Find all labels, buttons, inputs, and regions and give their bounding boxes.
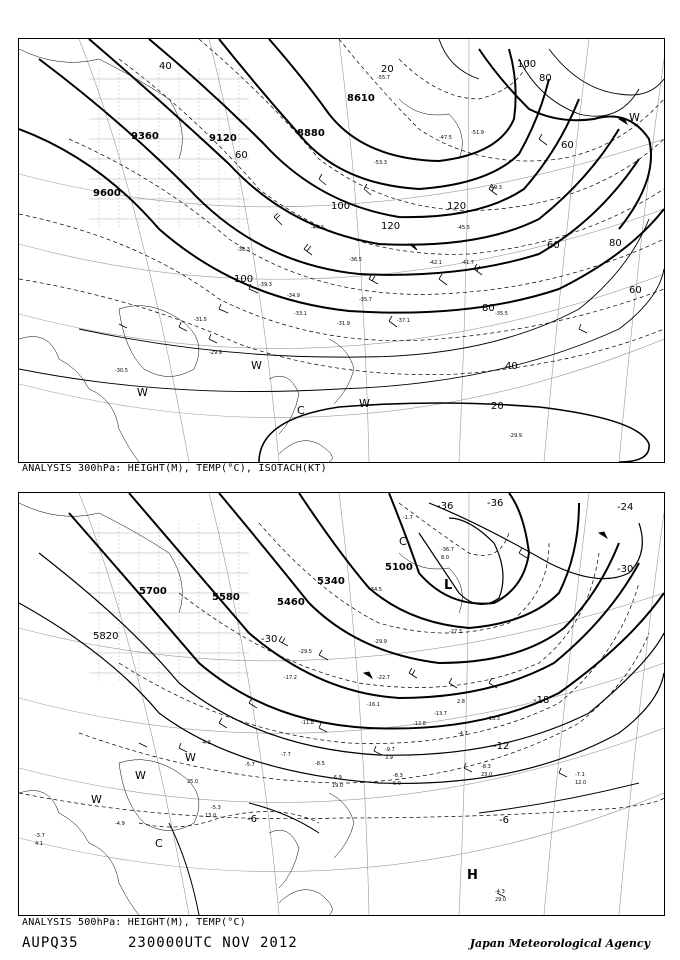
low-pressure-symbol: L xyxy=(444,578,453,593)
height-label-5700: 5700 xyxy=(139,586,167,597)
station-temp: -1.7 xyxy=(403,515,413,521)
graticule xyxy=(19,39,664,462)
station-temp: -47.5 xyxy=(439,135,452,141)
height-label-5580: 5580 xyxy=(212,592,240,603)
isotach-label-20: 20 xyxy=(381,64,394,75)
map-500hpa-svg xyxy=(19,493,664,915)
station-temp: -55.7 xyxy=(377,75,390,81)
isotach-label-100b: 100 xyxy=(234,274,254,285)
station-temp: -4.3 xyxy=(495,889,505,895)
isotach-label-60: 60 xyxy=(235,150,248,161)
height-label-5460: 5460 xyxy=(277,597,305,608)
cold-center-symbol: C xyxy=(399,535,407,548)
station-temp: -44.3 xyxy=(311,225,324,231)
height-label-9600: 9600 xyxy=(93,188,121,199)
cold-center-symbol: C xyxy=(155,837,163,850)
station-temp: 5.0 xyxy=(393,781,401,787)
panel-caption-300hpa: ANALYSIS 300hPa: HEIGHT(M), TEMP(°C), ISOTACH(KT) xyxy=(22,463,327,474)
station-temp: -36.7 xyxy=(441,547,454,553)
station-temp: -31.9 xyxy=(337,321,350,327)
station-temp: 12.0 xyxy=(575,780,587,786)
station-temp: -38.3 xyxy=(237,247,250,253)
station-temp: -53.3 xyxy=(374,160,387,166)
isotach-label-120: 120 xyxy=(381,221,401,232)
temp-label-minus36: -36 xyxy=(437,501,454,512)
station-temp: -17.2 xyxy=(284,675,297,681)
isotach-label-80c: 80 xyxy=(482,303,495,314)
height-label-9120: 9120 xyxy=(209,133,237,144)
station-temp: -34.5 xyxy=(369,587,382,593)
agency-name: Japan Meteorological Agency xyxy=(469,937,650,950)
station-temp: -7.7 xyxy=(281,752,291,758)
lower-contours xyxy=(169,783,639,915)
temp-label-minus24: -24 xyxy=(617,502,634,513)
station-temp: -37.1 xyxy=(397,318,410,324)
height-label-5820: 5820 xyxy=(93,631,119,642)
isotach-label-100c: 100 xyxy=(517,59,537,70)
station-temp: 23.0 xyxy=(481,772,493,778)
station-temp: 4.1 xyxy=(35,841,43,847)
station-temp: -4.9 xyxy=(115,821,125,827)
station-temp: -33.1 xyxy=(294,311,307,317)
station-temp: -34.9 xyxy=(287,293,300,299)
temp-label-minus30b: -30 xyxy=(617,564,634,575)
station-temp: 8.0 xyxy=(441,555,449,561)
isotach-label-120b: 120 xyxy=(447,201,467,212)
station-temp: 29.0 xyxy=(495,897,507,903)
station-temp: 3.9 xyxy=(385,755,393,761)
cold-center-symbol: C xyxy=(297,404,305,417)
warm-center-symbol: W xyxy=(251,359,262,372)
station-temp: 2.8 xyxy=(457,699,465,705)
station-temp: 13.0 xyxy=(205,813,217,819)
warm-center-symbol: W xyxy=(137,386,148,399)
temp-label-minus6b: -6 xyxy=(247,814,257,825)
warm-center-symbol: W xyxy=(629,111,640,124)
warm-center-symbol: W xyxy=(185,751,196,764)
isotach-label-60b: 60 xyxy=(561,140,574,151)
height-label-9360: 9360 xyxy=(131,131,159,142)
isotach-label-60c: 60 xyxy=(547,240,560,251)
hatched-region xyxy=(89,69,249,229)
high-pressure-symbol: H xyxy=(467,868,478,883)
station-temp: -5.7 xyxy=(245,762,255,768)
warm-center-symbol: W xyxy=(135,769,146,782)
height-contours-thin xyxy=(19,503,664,783)
chart-code: AUPQ35 xyxy=(22,935,79,951)
map-panel-500hpa xyxy=(18,492,665,916)
height-label-8880: 8880 xyxy=(297,128,325,139)
station-temp: -11.8 xyxy=(301,720,314,726)
station-temp: -16.1 xyxy=(367,702,380,708)
station-temp: -35.7 xyxy=(359,297,372,303)
temp-label-minus12: -12 xyxy=(493,741,510,752)
temp-label-minus6: -6 xyxy=(499,815,509,826)
isotach-label-80b: 80 xyxy=(609,238,622,249)
height-contours xyxy=(19,39,664,313)
isotach-label-80: 80 xyxy=(539,73,552,84)
station-temp: -39.3 xyxy=(259,282,272,288)
station-temp: -8.3 xyxy=(481,764,491,770)
station-temp: -12.8 xyxy=(413,721,426,727)
isotach-label-40: 40 xyxy=(159,61,172,72)
station-temp: -41.7 xyxy=(461,260,474,266)
temp-label-minus18: -18 xyxy=(533,695,550,706)
height-label-8610: 8610 xyxy=(347,93,375,104)
map-panel-300hpa xyxy=(18,38,665,463)
temp-label-minus30: -30 xyxy=(261,634,278,645)
station-temp: -3.7 xyxy=(35,833,45,839)
isotach-contours xyxy=(19,39,664,392)
closed-contour-bottom xyxy=(259,403,649,462)
station-temp: -5.3 xyxy=(211,805,221,811)
isotach-label-100: 100 xyxy=(331,201,351,212)
station-temp: -29.9 xyxy=(209,350,222,356)
panel-caption-500hpa: ANALYSIS 500hPa: HEIGHT(M), TEMP(°C) xyxy=(22,917,246,928)
station-temp: -6.9 xyxy=(332,775,342,781)
station-temp: -13.3 xyxy=(487,716,500,722)
station-temp: 25.0 xyxy=(187,779,199,785)
map-300hpa-svg xyxy=(19,39,664,462)
station-temp: -13.7 xyxy=(434,711,447,717)
isotach-label-60d: 60 xyxy=(629,285,642,296)
station-temp: -49.3 xyxy=(489,185,502,191)
isotach-label-40b: 40 xyxy=(505,361,518,372)
warm-center-symbol: W xyxy=(91,793,102,806)
warm-center-symbol: W xyxy=(359,397,370,410)
station-temp: -31.5 xyxy=(194,317,207,323)
height-label-5100: 5100 xyxy=(385,562,413,573)
station-temp: -45.5 xyxy=(457,225,470,231)
station-temp: -29.5 xyxy=(299,649,312,655)
station-temp: -27.3 xyxy=(449,629,462,635)
station-temp: -4.7 xyxy=(458,731,468,737)
coastline xyxy=(19,49,462,462)
hatched-region xyxy=(89,523,249,683)
isotach-label-20b: 20 xyxy=(491,401,504,412)
station-temp: -8.5 xyxy=(315,761,325,767)
station-temp: -30.5 xyxy=(115,368,128,374)
station-temp: -35.5 xyxy=(495,311,508,317)
graticule xyxy=(19,493,664,915)
station-temp: -4.3 xyxy=(201,740,211,746)
station-temp: -51.9 xyxy=(471,130,484,136)
station-temp: -29.9 xyxy=(374,639,387,645)
station-temp: -22.7 xyxy=(377,675,390,681)
station-temp: -29.9 xyxy=(509,433,522,439)
station-temp: -7.1 xyxy=(575,772,585,778)
station-temp: -42.1 xyxy=(429,260,442,266)
height-label-5340: 5340 xyxy=(317,576,345,587)
station-temp: -36.5 xyxy=(349,257,362,263)
station-temp: 19.0 xyxy=(332,783,344,789)
station-temp: -8.3 xyxy=(393,773,403,779)
chart-datetime: 230000UTC NOV 2012 xyxy=(128,935,298,951)
station-temp: -9.7 xyxy=(385,747,395,753)
temp-label-minus36b: -36 xyxy=(487,498,504,509)
